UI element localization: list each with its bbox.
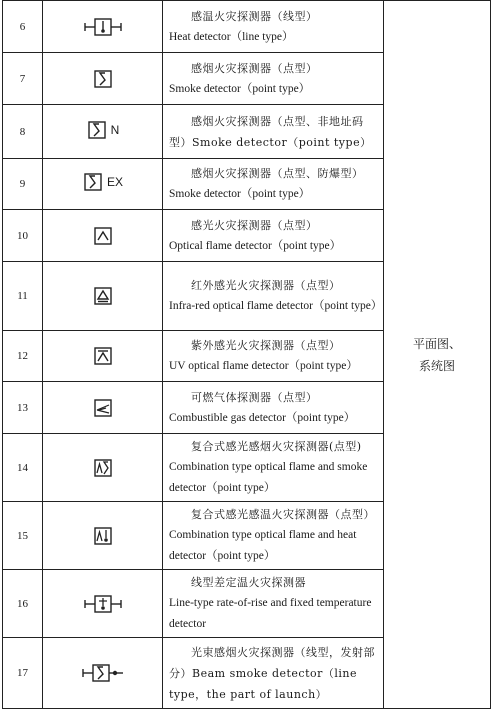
beam-smoke-detector-transmitter-icon xyxy=(81,662,125,684)
description-zh: 感烟火灾探测器（点型、非地址码型）Smoke detector（point type） xyxy=(169,114,372,149)
row-number: 11 xyxy=(3,262,43,331)
description-zh: 光束感烟火灾探测器（线型，发射部分）Beam smoke detector（line type，the part of launch） xyxy=(169,645,375,701)
symbol-suffix: N xyxy=(110,122,120,137)
smoke-detector-icon xyxy=(92,68,114,90)
row-number: 7 xyxy=(3,53,43,105)
row-number: 6 xyxy=(3,1,43,53)
description-zh: 线型差定温火灾探测器 xyxy=(191,576,306,589)
combustible-gas-detector-icon xyxy=(92,397,114,419)
usage-note xyxy=(384,1,491,709)
uv-flame-detector-icon xyxy=(92,345,114,367)
smoke-detector-non-addressable-icon xyxy=(86,119,108,141)
symbol-table xyxy=(2,0,491,709)
row-number: 17 xyxy=(3,638,43,709)
symbol-suffix: EX xyxy=(106,175,123,189)
description-en: Optical flame detector（point type） xyxy=(169,239,342,252)
line-heat-detector-icon xyxy=(83,16,123,38)
optical-heat-combination-detector-icon xyxy=(92,525,114,547)
description-en: Line-type rate-of-rise and fixed temperature detector xyxy=(169,597,372,630)
description-zh: 可燃气体探测器（点型） xyxy=(191,390,318,404)
description-zh: 感光火灾探测器（点型） xyxy=(191,218,318,232)
row-number: 10 xyxy=(3,210,43,262)
usage-note-text: 平面图、系统图 xyxy=(413,336,462,373)
description-en: UV optical flame detector（point type） xyxy=(169,360,358,372)
infrared-flame-detector-icon xyxy=(92,285,114,307)
optical-smoke-combination-detector-icon xyxy=(92,457,114,479)
description-en: Smoke detector（point type） xyxy=(169,82,311,95)
description-zh: 复合式感光感烟火灾探测器(点型) xyxy=(191,440,362,453)
description-zh: 感烟火灾探测器（点型、防爆型） xyxy=(191,167,364,180)
row-number: 16 xyxy=(3,570,43,638)
description-zh: 感温火灾探测器（线型） xyxy=(191,9,318,23)
row-number: 14 xyxy=(3,434,43,502)
description-zh: 复合式感光感温火灾探测器（点型） xyxy=(191,508,375,521)
row-number: 13 xyxy=(3,382,43,434)
row-number: 9 xyxy=(3,159,43,210)
description-en: Smoke detector（point type） xyxy=(169,188,311,200)
description-zh: 感烟火灾探测器（点型） xyxy=(191,61,318,75)
description-en: Combination type optical flame and heat detector（point type） xyxy=(169,529,357,562)
table-row xyxy=(3,1,491,53)
row-number: 15 xyxy=(3,502,43,570)
description-zh: 红外感光火灾探测器（点型） xyxy=(191,279,341,292)
description-en: Heat detector（line type） xyxy=(169,30,294,43)
optical-flame-detector-icon xyxy=(92,225,114,247)
smoke-detector-explosion-proof-icon xyxy=(82,171,104,193)
rate-of-rise-fixed-temp-detector-icon xyxy=(83,593,123,615)
row-number: 8 xyxy=(3,105,43,159)
description-zh: 紫外感光火灾探测器（点型） xyxy=(191,339,341,352)
description-en: Infra-red optical flame detector（point type） xyxy=(169,300,383,312)
description-en: Combination type optical flame and smoke detector（point type） xyxy=(169,461,368,494)
description-en: Combustible gas detector（point type） xyxy=(169,411,356,424)
row-number: 12 xyxy=(3,331,43,382)
